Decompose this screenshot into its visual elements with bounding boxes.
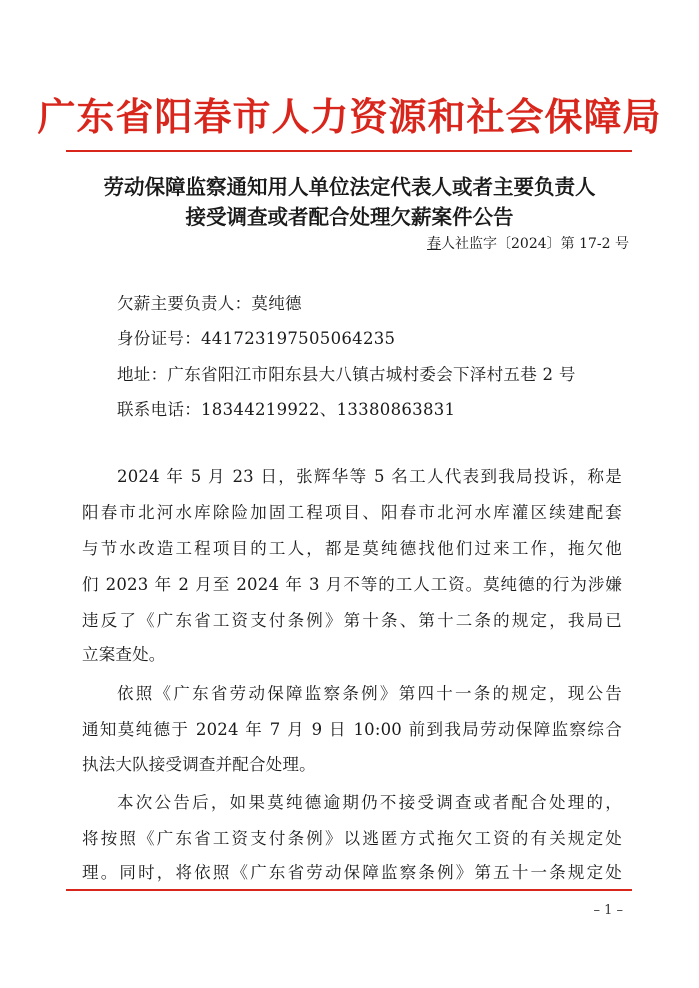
document-number xyxy=(427,233,629,253)
page-number: – 1 – xyxy=(593,903,623,918)
document-number-prefix: 春 xyxy=(427,236,442,252)
para2-line: 通知莫纯德于 2024 年 7 月 9 日 10:00 前到我局劳动保障监察综合 xyxy=(82,720,622,739)
para2-line: 执法大队接受调查并配合处理。 xyxy=(82,755,316,774)
field-responsible-person: 欠薪主要负责人：莫纯德 xyxy=(117,294,302,313)
para1-line: 与节水改造工程项目的工人，都是莫纯德找他们过来工作，拖欠他 xyxy=(82,539,622,558)
para3-line: 将按照《广东省工资支付条例》以逃匿方式拖欠工资的有关规定处 xyxy=(82,829,622,848)
para3-line: 本次公告后，如果莫纯德逾期仍不接受调查或者配合处理的， xyxy=(117,793,622,812)
para2-line: 依照《广东省劳动保障监察条例》第四十一条的规定，现公告 xyxy=(117,684,622,703)
para1-line: 立案查处。 xyxy=(82,645,166,664)
para1-line: 违反了《广东省工资支付条例》第十条、第十二条的规定，我局已 xyxy=(82,611,622,630)
para1-line: 们 2023 年 2 月至 2024 年 3 月不等的工人工资。莫纯德的行为涉嫌 xyxy=(82,575,622,594)
notice-title-line-1: 劳动保障监察通知用人单位法定代表人或者主要负责人 xyxy=(103,175,596,199)
para3-line: 理。同时，将依照《广东省劳动保障监察条例》第五十一条规定处 xyxy=(82,863,622,882)
header-red-rule xyxy=(66,150,632,152)
document-number-rest: 人社监字〔2024〕第 17-2 号 xyxy=(441,236,629,252)
field-id-number: 身份证号：441723197505064235 xyxy=(117,329,396,348)
agency-header-title: 广东省阳春市人力资源和社会保障局 xyxy=(37,94,662,139)
field-address: 地址：广东省阳江市阳东县大八镇古城村委会下泽村五巷 2 号 xyxy=(117,365,576,384)
para1-line: 阳春市北河水库除险加固工程项目、阳春市北河水库灌区续建配套 xyxy=(82,503,622,522)
para1-line: 2024 年 5 月 23 日，张辉华等 5 名工人代表到我局投诉，称是 xyxy=(117,467,622,486)
footer-red-rule xyxy=(66,889,632,891)
notice-title-line-2: 接受调查或者配合处理欠薪案件公告 xyxy=(185,205,514,229)
field-phone: 联系电话：18344219922、13380863831 xyxy=(117,400,456,419)
